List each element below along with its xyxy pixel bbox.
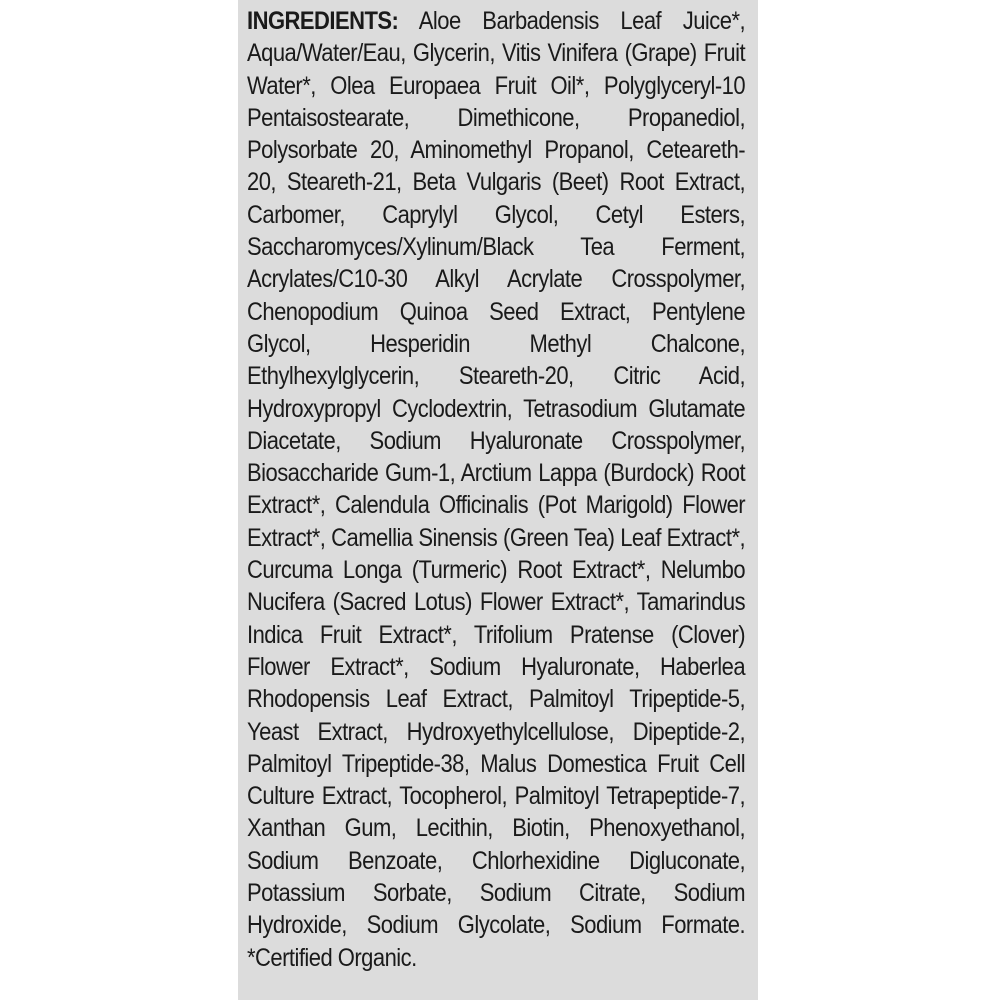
ingredients-heading: INGREDIENTS: — [247, 7, 399, 35]
ingredients-list — [247, 5, 745, 974]
ingredients-body: Aloe Barbadensis Leaf Juice*, Aqua/Water/Eau, Glycerin, Vitis Vinifera (Grape) Fruit Water*, Olea Europaea Fruit Oil*, Polyglyceryl-10 Pentaisostearate, Dimethicone, Propanediol, Polysorbate 20, Aminomethyl Propanol, Ceteareth-20, Steareth-21, Beta Vulgaris (Beet) Root Extract, Carbomer, Caprylyl Glycol, Cetyl Esters, Saccharomyces/Xylinum/Black Tea Ferment, Acrylates/C10-30 Alkyl Acrylate Crosspolymer, Chenopodium Quinoa Seed Extract, Pentylene Glycol, Hesperidin Methyl Chalcone, Ethylhexylglycerin, Steareth-20, Citric Acid, Hydroxypropyl Cyclodextrin, Tetrasodium Glutamate Diacetate, Sodium Hyaluronate Crosspolymer, Biosaccharide Gum-1, Arctium Lappa (Burdock) Root Extract*, Calendula Officinalis (Pot Marigold) Flower Extract*, Camellia Sinensis (Green Tea) Leaf Extract*, Curcuma Longa (Turmeric) Root Extract*, Nelumbo Nucifera (Sacred Lotus) Flower Extract*, Tamarindus Indica Fruit Extract*, Trifolium Pratense (Clover) Flower Extract*, Sodium Hyaluronate, Haberlea Rhodopensis Leaf Extract, Palmitoyl Tripeptide-5, Yeast Extract, Hydroxyethylcellulose, Dipeptide-2, Palmitoyl Tripeptide-38, Malus Domestica Fruit Cell Culture Extract, Tocopherol, Palmitoyl Tetrapeptide-7, Xanthan Gum, Lecithin, Biotin, Phenoxyethanol, Sodium Benzoate, Chlorhexidine Digluconate, Potassium Sorbate, Sodium Citrate, Sodium Hydroxide, Sodium Glycolate, Sodium Formate. *Certified Organic. — [247, 7, 746, 972]
